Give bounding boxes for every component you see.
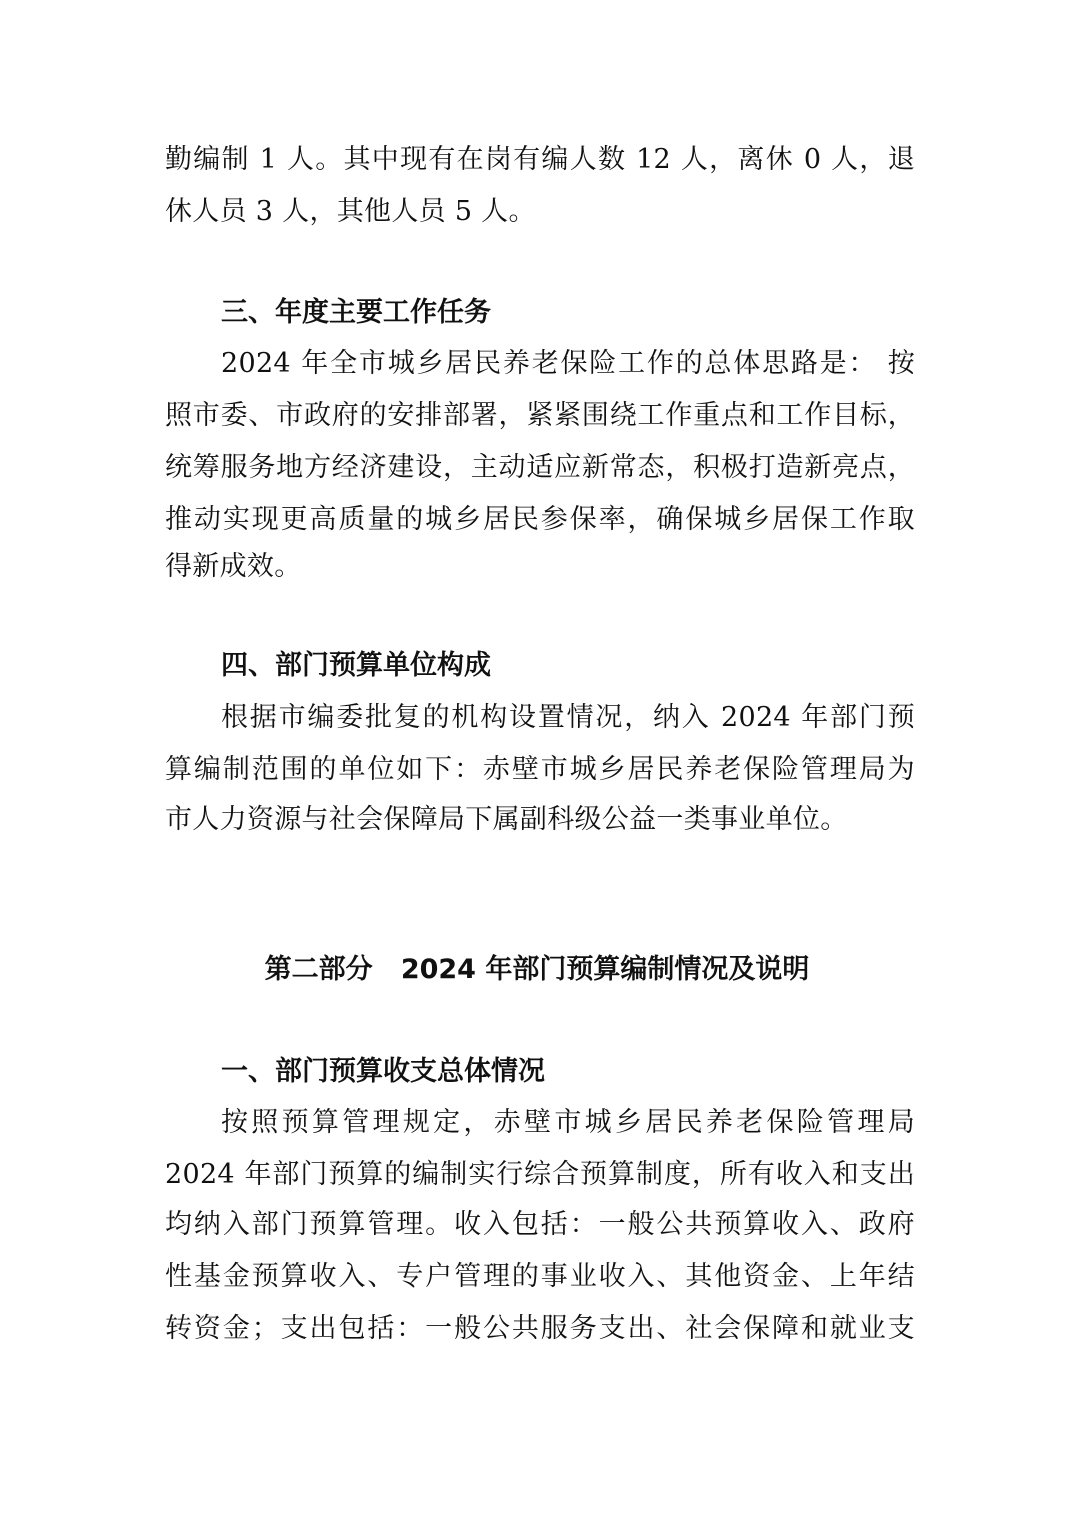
intro-line-2: 休人员 3 人，其他人员 5 人。 — [165, 196, 536, 227]
part-2-section-1-line-3: 均纳入部门预算管理。收入包括：一般公共预算收入、政府 — [165, 1209, 915, 1240]
section-4-line-2: 算编制范围的单位如下：赤壁市城乡居民养老保险管理局为 — [165, 754, 915, 785]
intro-line-1: 勤编制 1 人。其中现有在岗有编人数 12 人，离休 0 人，退 — [165, 144, 915, 175]
section-4-line-3: 市人力资源与社会保障局下属副科级公益一类事业单位。 — [165, 804, 848, 835]
section-3-line-1: 2024 年全市城乡居民养老保险工作的总体思路是： 按 — [221, 348, 915, 379]
section-3-line-3: 统筹服务地方经济建设，主动适应新常态，积极打造新亮点， — [165, 452, 915, 483]
part-2-section-1-line-1: 按照预算管理规定，赤壁市城乡居民养老保险管理局 — [221, 1107, 915, 1138]
part-2-section-1-line-5: 转资金；支出包括：一般公共服务支出、社会保障和就业支 — [165, 1313, 915, 1344]
part-2-section-1-heading: 一、部门预算收支总体情况 — [221, 1056, 545, 1087]
section-3-heading: 三、年度主要工作任务 — [221, 297, 491, 328]
section-4-heading: 四、部门预算单位构成 — [221, 650, 491, 681]
section-3-line-5: 得新成效。 — [165, 551, 302, 582]
section-3-line-2: 照市委、市政府的安排部署，紧紧围绕工作重点和工作目标， — [165, 400, 915, 431]
part-2-title: 第二部分 2024 年部门预算编制情况及说明 — [264, 954, 810, 985]
part-2-section-1-line-4: 性基金预算收入、专户管理的事业收入、其他资金、上年结 — [165, 1261, 915, 1292]
part-2-section-1-line-2: 2024 年部门预算的编制实行综合预算制度，所有收入和支出 — [165, 1159, 915, 1190]
section-3-line-4: 推动实现更高质量的城乡居民参保率，确保城乡居保工作取 — [165, 504, 915, 535]
section-4-line-1: 根据市编委批复的机构设置情况，纳入 2024 年部门预 — [221, 702, 915, 733]
